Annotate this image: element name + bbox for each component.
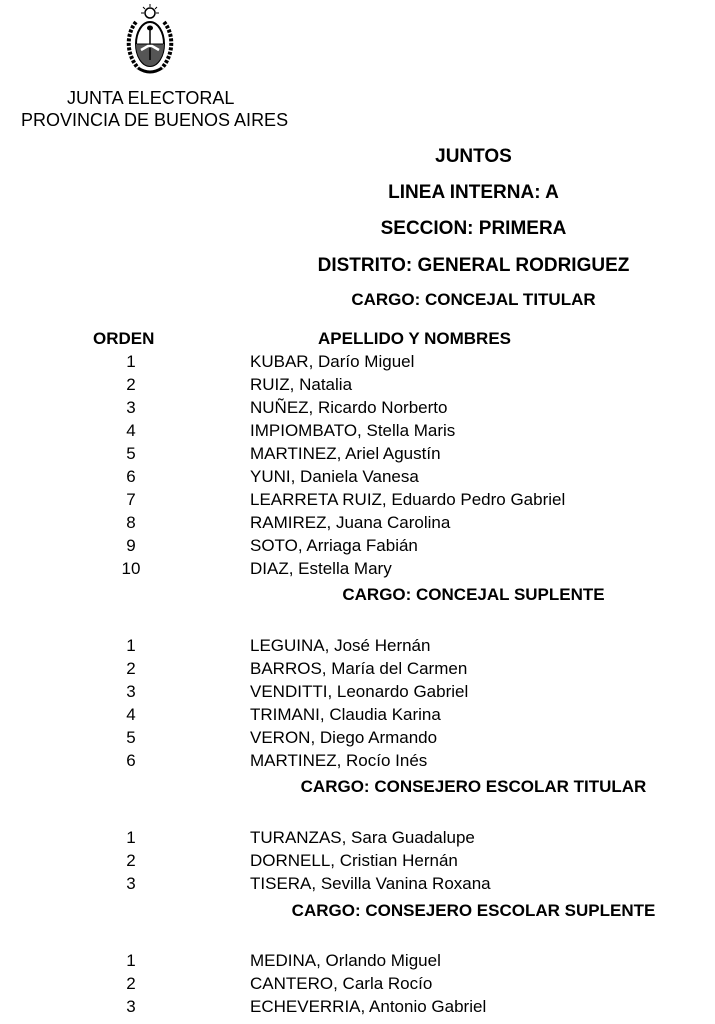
candidate-name: SOTO, Arriaga Fabián — [250, 536, 418, 555]
party-title: JUNTOS — [435, 146, 512, 167]
column-header-apellido: APELLIDO Y NOMBRES — [318, 329, 512, 348]
order-number: 4 — [126, 705, 136, 724]
candidate-name: MARTINEZ, Rocío Inés — [250, 751, 428, 770]
list-item — [0, 997, 715, 1020]
linea-interna: LINEA INTERNA: A — [388, 182, 559, 203]
coat-of-arms-icon — [124, 4, 176, 78]
candidate-name: TISERA, Sevilla Vanina Roxana — [250, 874, 491, 893]
candidate-name: TRIMANI, Claudia Karina — [250, 705, 441, 724]
list-item — [0, 636, 715, 659]
order-number: 1 — [126, 951, 136, 970]
candidate-name: RUIZ, Natalia — [250, 375, 353, 394]
list-item — [0, 513, 715, 536]
list-item — [0, 398, 715, 421]
list-item — [0, 444, 715, 467]
order-number: 4 — [126, 421, 136, 440]
list-item — [0, 375, 715, 398]
candidate-name: VERON, Diego Armando — [250, 728, 438, 747]
list-item — [0, 682, 715, 705]
org-name-line2: PROVINCIA DE BUENOS AIRES — [21, 110, 289, 130]
candidate-name: KUBAR, Darío Miguel — [250, 352, 415, 371]
candidate-name: DIAZ, Estella Mary — [250, 559, 392, 578]
list-item — [0, 728, 715, 751]
candidate-name: VENDITTI, Leonardo Gabriel — [250, 682, 469, 701]
order-number: 3 — [126, 398, 136, 417]
order-number: 6 — [126, 467, 136, 486]
candidate-name: TURANZAS, Sara Guadalupe — [250, 828, 475, 847]
section-title: CARGO: CONCEJAL SUPLENTE — [342, 585, 605, 604]
candidate-name: LEARRETA RUIZ, Eduardo Pedro Gabriel — [250, 490, 566, 509]
candidate-name: IMPIOMBATO, Stella Maris — [250, 421, 456, 440]
list-item — [0, 974, 715, 997]
candidate-name: NUÑEZ, Ricardo Norberto — [250, 398, 448, 417]
list-item — [0, 828, 715, 851]
section-title: CARGO: CONCEJAL TITULAR — [351, 290, 596, 309]
distrito: DISTRITO: GENERAL RODRIGUEZ — [317, 255, 630, 276]
list-item — [0, 851, 715, 874]
order-number: 5 — [126, 444, 136, 463]
order-number: 9 — [126, 536, 136, 555]
order-number: 2 — [126, 974, 136, 993]
list-item — [0, 751, 715, 774]
section-title: CARGO: CONSEJERO ESCOLAR SUPLENTE — [291, 901, 656, 920]
order-number: 10 — [121, 559, 141, 578]
list-item — [0, 659, 715, 682]
candidate-name: BARROS, María del Carmen — [250, 659, 468, 678]
order-number: 6 — [126, 751, 136, 770]
list-item — [0, 951, 715, 974]
order-number: 8 — [126, 513, 136, 532]
list-item — [0, 421, 715, 444]
list-item — [0, 874, 715, 897]
candidate-name: YUNI, Daniela Vanesa — [250, 467, 419, 486]
candidate-name: LEGUINA, José Hernán — [250, 636, 431, 655]
order-number: 1 — [126, 352, 136, 371]
order-number: 3 — [126, 874, 136, 893]
order-number: 1 — [126, 636, 136, 655]
candidate-name: MARTINEZ, Ariel Agustín — [250, 444, 441, 463]
list-item — [0, 490, 715, 513]
org-name-line1: JUNTA ELECTORAL — [67, 88, 235, 108]
order-number: 2 — [126, 659, 136, 678]
order-number: 1 — [126, 828, 136, 847]
list-item — [0, 705, 715, 728]
section-title: CARGO: CONSEJERO ESCOLAR TITULAR — [300, 777, 647, 796]
seccion: SECCION: PRIMERA — [380, 218, 567, 239]
candidate-name: MEDINA, Orlando Miguel — [250, 951, 441, 970]
candidate-name: ECHEVERRIA, Antonio Gabriel — [250, 997, 487, 1016]
order-number: 7 — [126, 490, 136, 509]
order-number: 5 — [126, 728, 136, 747]
list-item — [0, 559, 715, 582]
order-number: 3 — [126, 997, 136, 1016]
candidate-name: DORNELL, Cristian Hernán — [250, 851, 458, 870]
candidate-name: CANTERO, Carla Rocío — [250, 974, 433, 993]
list-item — [0, 467, 715, 490]
order-number: 2 — [126, 375, 136, 394]
column-header-orden: ORDEN — [93, 329, 155, 348]
list-item — [0, 536, 715, 559]
list-item — [0, 352, 715, 375]
order-number: 3 — [126, 682, 136, 701]
order-number: 2 — [126, 851, 136, 870]
candidate-name: RAMIREZ, Juana Carolina — [250, 513, 451, 532]
